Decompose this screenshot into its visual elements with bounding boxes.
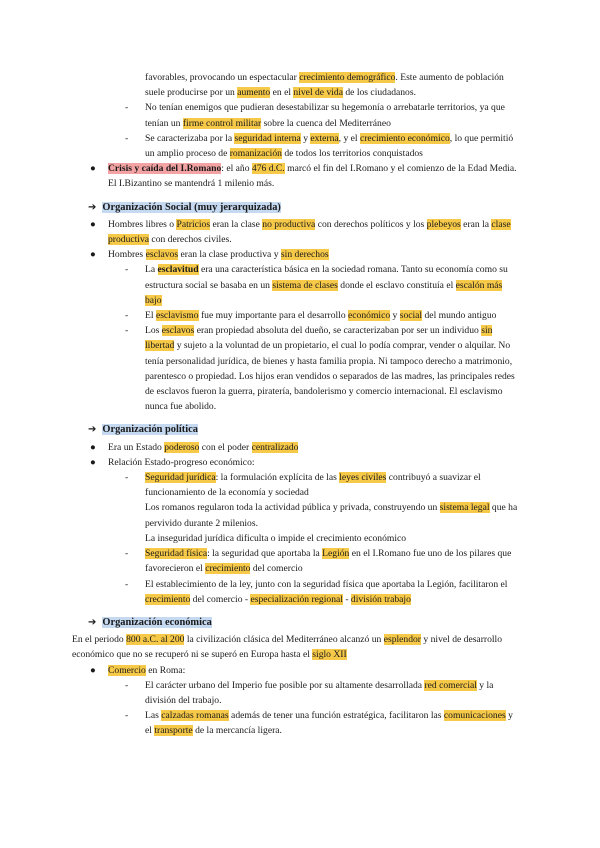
- bullet-item: [90, 440, 520, 455]
- text: y el: [145, 710, 513, 737]
- heading-text: Organización Social (muy jerarquizada): [102, 201, 281, 213]
- text: : la formulación explícita de las: [215, 472, 340, 484]
- highlight: firme control militar: [182, 117, 262, 129]
- dash-item: [125, 577, 520, 607]
- highlight: plebeyos: [426, 218, 461, 230]
- bullet-marker: ●: [90, 163, 96, 175]
- text: El establecimiento de la ley, junto con la seguridad física que aportaba la Legión, facilitaron el: [145, 578, 508, 590]
- heading-text: Organización política: [102, 424, 198, 436]
- highlight: aumento: [237, 87, 271, 99]
- text: con derechos civiles.: [149, 234, 232, 246]
- highlight: Patricios: [176, 218, 211, 230]
- text: sobre la cuenca del Mediterráneo: [261, 117, 391, 129]
- text: del mundo antiguo: [422, 310, 497, 322]
- text: era una característica básica en la sociedad romana. Tanto su economía como su estructura social se basaba en un: [145, 264, 508, 291]
- dash-marker: -: [125, 310, 129, 322]
- highlight: división trabajo: [350, 593, 411, 605]
- highlight: clase productiva: [108, 218, 511, 246]
- text: en el: [270, 87, 294, 99]
- text: además de tener una función estratégica, facilitaron las: [228, 710, 444, 722]
- highlight-red: Crisis y caída del I.Romano: [108, 163, 222, 175]
- highlight: centralizado: [251, 441, 299, 453]
- highlight: poderoso: [164, 441, 200, 453]
- text: que ha pervivido durante 2 milenios.: [145, 502, 518, 529]
- dash-item: [125, 131, 520, 161]
- text: El: [145, 310, 156, 322]
- dash-marker: -: [125, 264, 129, 276]
- text: . Este aumento de población suele producirse por un: [145, 72, 504, 99]
- text: , y el: [338, 132, 360, 144]
- highlight: especialización regional: [250, 593, 343, 605]
- text: -: [342, 593, 351, 605]
- text: No tenían enemigos que pudieran desestabilizar su hegemonía o arrebatarle territorios, ya que tenían un: [145, 102, 505, 129]
- bullet-item: [90, 247, 520, 262]
- highlight: esplendor: [383, 634, 422, 646]
- highlight: no productiva: [262, 218, 316, 230]
- text: Se caracterizaba por la: [145, 132, 235, 144]
- highlight: comunicaciones: [443, 710, 506, 722]
- highlight: esclavitud: [157, 264, 199, 276]
- text: favorables, provocando un espectacular: [145, 72, 300, 83]
- text: de los ciudadanos.: [342, 87, 416, 99]
- text: con derechos políticos y los: [315, 218, 427, 230]
- dash-marker: -: [125, 325, 129, 337]
- dash-marker: -: [125, 710, 129, 722]
- text: eran la: [460, 218, 492, 230]
- dash-marker: -: [125, 578, 129, 590]
- text: y: [300, 132, 311, 144]
- highlight: Seguridad física: [145, 548, 208, 560]
- paragraph: [72, 632, 520, 662]
- dash-item: [125, 100, 520, 130]
- highlight: crecimiento demográfico: [299, 72, 396, 83]
- highlight: red comercial: [424, 679, 477, 691]
- text: El carácter urbano del Imperio fue posible por su altamente desarrollada: [145, 679, 425, 691]
- dash-item: [125, 708, 520, 738]
- text: del comercio: [250, 563, 303, 575]
- highlight: Comercio: [108, 664, 146, 676]
- highlight: Legión: [322, 548, 350, 560]
- highlight: nivel de vida: [293, 87, 343, 99]
- highlight: transporte: [154, 725, 193, 737]
- highlight: romanización: [229, 148, 282, 160]
- dash-marker: -: [125, 132, 129, 144]
- text: marcó el fin del I.Romano y el comienzo de la Edad Media. El I.Bizantino se mantendrá 1 milenio más.: [108, 163, 517, 190]
- highlight: económico: [348, 310, 391, 322]
- text: , lo que permitió un amplio proceso de: [145, 132, 514, 160]
- dash-item: [125, 323, 520, 414]
- text: Hombres: [108, 249, 146, 261]
- section-heading-economica: [88, 615, 600, 630]
- text: contribuyó a suavizar el funcionamiento de la economía y sociedad: [145, 472, 481, 499]
- text: Los romanos regularon toda la actividad pública y privada, construyendo un: [145, 502, 440, 514]
- arrow-icon: ➔: [88, 201, 97, 213]
- dash-item: [125, 546, 520, 576]
- highlight: sin derechos: [280, 249, 329, 261]
- text: eran la clase productiva y: [178, 249, 281, 261]
- dash-marker: -: [125, 548, 129, 560]
- arrow-icon: ➔: [88, 424, 97, 436]
- text: y la división del trabajo.: [145, 679, 494, 706]
- text: Era un Estado: [108, 441, 165, 453]
- text: eran propiedad absoluta del dueño, se caracterizaban por ser un individuo: [194, 325, 482, 337]
- text: y: [390, 310, 400, 322]
- section-heading-politica: [88, 422, 600, 437]
- highlight: social: [399, 310, 423, 322]
- bullet-marker: ●: [90, 456, 96, 468]
- highlight: esclavismo: [155, 310, 199, 322]
- bullet-marker: ●: [90, 249, 96, 261]
- highlight: siglo XII: [312, 649, 347, 661]
- bullet-marker: ●: [90, 664, 96, 676]
- text: Hombres libres o: [108, 218, 177, 230]
- text: y sujeto a la voluntad de un propietario, el cual lo podía comprar, vender o alquilar. No tenía personalidad jurídica, de bienes y hasta familia propia. Ni tampoco derecho a matrimonio, parentesco o propiedad. Los hijos eran vendidos o separados de las madres, las principales redes de esclavos fueron la guerra, piratería, bandolerismo y comercio internacional. El esclavismo nunca fue abolido.: [145, 340, 515, 413]
- text: La inseguridad jurídica dificulta o impide el crecimiento económico: [145, 532, 407, 544]
- text: la civilización clásica del Mediterráneo alcanzó un: [184, 634, 384, 646]
- bullet-item: [90, 161, 520, 191]
- highlight: externa: [310, 132, 339, 144]
- text: En el periodo: [72, 634, 127, 646]
- text: y nivel de desarrollo económico que no se recuperó ni se superó en Europa hasta el: [72, 634, 503, 661]
- dash-item: [125, 262, 520, 308]
- dash-item: [125, 678, 520, 708]
- text: en Roma:: [145, 664, 186, 676]
- arrow-icon: ➔: [88, 616, 97, 628]
- highlight: 476 d.C.: [251, 163, 285, 175]
- text: del comercio -: [190, 593, 251, 605]
- highlight: escalón más bajo: [145, 279, 503, 306]
- text: fue muy importante para el desarrollo: [198, 310, 349, 322]
- text: : el año: [221, 163, 252, 175]
- highlight: leyes civiles: [339, 472, 387, 484]
- dash-marker: -: [125, 472, 129, 484]
- highlight: Seguridad jurídica: [145, 472, 216, 484]
- paragraph-continuation: [145, 70, 520, 100]
- highlight: seguridad interna: [234, 132, 301, 144]
- highlight: crecimiento económico: [359, 132, 450, 144]
- text: Las: [145, 710, 162, 722]
- dash-item: [125, 308, 520, 323]
- highlight: sin libertad: [145, 325, 493, 352]
- dash-continuation: [145, 531, 520, 546]
- heading-text: Organización económica: [102, 616, 212, 628]
- bullet-marker: ●: [90, 218, 96, 230]
- text: Relación Estado-progreso económico:: [108, 456, 255, 468]
- highlight: esclavos: [145, 249, 179, 261]
- text: : la seguridad que aportaba la: [207, 548, 323, 560]
- text: con el poder: [199, 441, 252, 453]
- text: donde el esclavo constituía el: [337, 279, 456, 291]
- bullet-item: [90, 455, 520, 470]
- dash-marker: -: [125, 679, 129, 691]
- bullet-marker: ●: [90, 441, 96, 453]
- highlight: esclavos: [161, 325, 195, 337]
- text: en el I.Romano fue uno de los pilares que favorecieron el: [145, 548, 512, 575]
- dash-marker: -: [125, 102, 129, 114]
- highlight: crecimiento: [145, 593, 191, 605]
- text: La: [145, 264, 158, 276]
- section-heading-social: [88, 200, 600, 215]
- highlight: sistema de clases: [272, 279, 338, 291]
- dash-continuation: [145, 500, 520, 530]
- dash-item: [125, 470, 520, 500]
- bullet-item: [90, 217, 520, 247]
- highlight: sistema legal: [439, 502, 490, 514]
- bullet-item: [90, 663, 520, 678]
- text: de todos los territorios conquistados: [281, 148, 423, 160]
- text: Los: [145, 325, 162, 337]
- text: de la mercancía ligera.: [192, 725, 282, 737]
- text: eran la clase: [210, 218, 263, 230]
- highlight: crecimiento: [205, 563, 251, 575]
- highlight: 800 a.C. al 200: [126, 634, 185, 646]
- highlight: calzadas romanas: [161, 710, 229, 722]
